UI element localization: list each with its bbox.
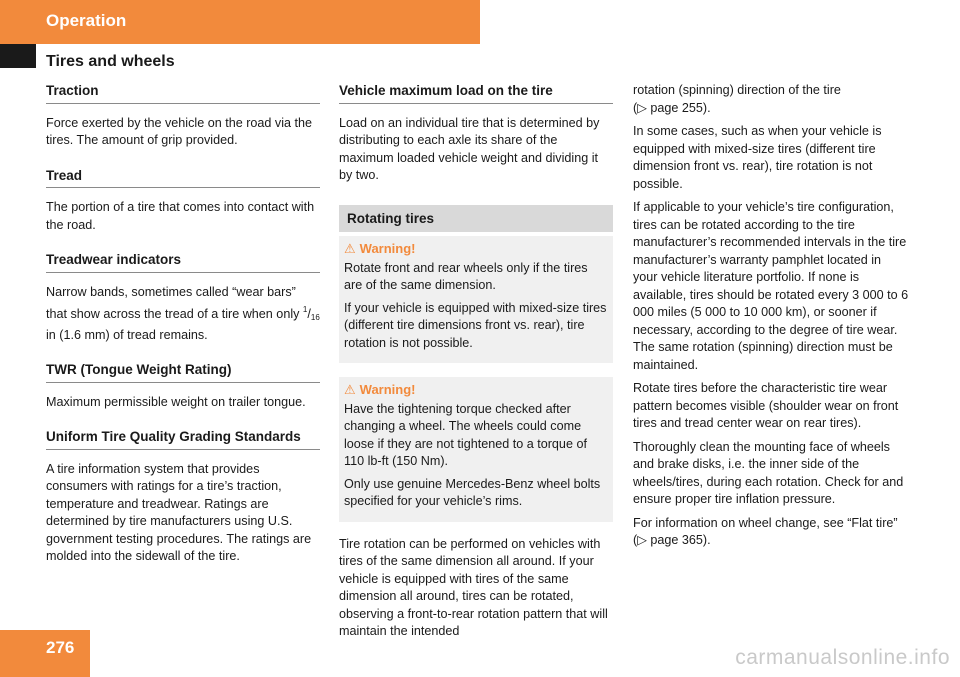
page-number: 276 — [46, 638, 75, 657]
chapter-title: Operation — [46, 11, 127, 30]
section-title: Tires and wheels — [46, 53, 175, 70]
page-reference-link[interactable]: (▷ page 365). — [633, 533, 711, 547]
fraction-denominator: 16 — [310, 313, 320, 322]
paragraph: Thoroughly clean the mounting face of wheels and brake disks, i.e. the inner side of the wheels/tires, during each rotation. Check for and ensure proper tire inflation pressure. — [633, 439, 904, 506]
paragraph: Rotate tires before the characteristic tire wear pattern becomes visible (shoulder wear on front tires and tread center wear on rear tires). — [633, 381, 899, 430]
paragraph-text: rotation (spinning) direction of the tire — [633, 83, 841, 97]
term-vml-text: Load on an individual tire that is determined by distributing to each axle its share of the maximum loaded vehicle weight and dividing it by two. — [339, 115, 600, 182]
term-traction-title: Traction — [46, 82, 320, 104]
rotation-paragraph: Tire rotation can be performed on vehicles with tires of the same dimension all around. If your vehicle is equipped with tires of the same dimension all around, tires can be rotated, observing a front-to-rear rotation pattern that will maintain the intended — [339, 536, 608, 638]
warning-text: Only use genuine Mercedes-Benz wheel bolts specified for your vehicle’s rims. — [344, 476, 601, 508]
fraction-numerator: 1 — [302, 305, 308, 314]
term-treadwear-text: Narrow bands, sometimes called “wear bars” that show across the tread of a tire when only $^1/_{16}$ in (1.6 mm) of tread remains. — [46, 284, 320, 342]
section-marker — [0, 44, 36, 68]
term-utqg-title: Uniform Tire Quality Grading Standards — [46, 428, 320, 450]
page-reference-link[interactable]: (▷ page 255). — [633, 100, 711, 115]
warning-text: Have the tightening torque checked after changing a wheel. The wheels could come loose if they are not tightened to a torque of 110 lb-ft (150 Nm). — [344, 401, 587, 468]
paragraph — [633, 82, 909, 117]
watermark: carmanualsonline.info — [735, 646, 950, 669]
warning-label: Warning! — [359, 382, 416, 397]
term-twr-title: TWR (Tongue Weight Rating) — [46, 361, 320, 383]
column-left — [46, 82, 320, 583]
warning-label: Warning! — [359, 241, 416, 256]
warning-text: Rotate front and rear wheels only if the tires are of the same dimension. — [344, 260, 588, 292]
paragraph: If applicable to your vehicle’s tire configuration, tires can be rotated according to the tire manufacturer’s recommended intervals in the tire manufacturer’s warranty pamphlet located in your vehicle literature portfolio. If none is available, tires should be rotated every 3 000 to 6 000 miles (5 000 to 10 000 km), or sooner if necessary, according to the degree of tire wear. The same rotation (spinning) direction must be maintained. — [633, 200, 909, 372]
term-tread-title: Tread — [46, 167, 320, 189]
term-utqg-text: A tire information system that provides consumers with ratings for a tire’s traction, temperature and treadwear. Ratings are determined by tire manufacturers using U.S. government testing procedures. The ratings are molded into the sidewall of the tire. — [46, 461, 312, 563]
warning-triangle-icon: ⚠ — [344, 382, 356, 397]
term-treadwear-title: Treadwear indicators — [46, 251, 320, 273]
warning-triangle-icon: ⚠ — [344, 241, 356, 256]
term-vml-title: Vehicle maximum load on the tire — [339, 82, 613, 104]
term-twr-text: Maximum permissible weight on trailer tongue. — [46, 394, 306, 409]
paragraph-text: For information on wheel change, see “Flat tire” — [633, 515, 898, 530]
treadwear-text-part-b: in (1.6 mm) of tread remains. — [46, 327, 208, 342]
column-right — [633, 82, 909, 556]
warning-box-rotation — [339, 236, 613, 363]
treadwear-text-part-a: Narrow bands, sometimes called “wear bars” that show across the tread of a tire when only — [46, 284, 303, 321]
warning-text: If your vehicle is equipped with mixed-size tires (different tire dimensions front vs. rear), tire rotation is not possible. — [344, 300, 607, 350]
term-traction-text: Force exerted by the vehicle on the road via the tires. The amount of grip provided. — [46, 115, 313, 147]
rotating-tires-heading: Rotating tires — [339, 205, 613, 233]
paragraph: In some cases, such as when your vehicle is equipped with mixed-size tires (different tire dimension front vs. rear), tire rotation is not possible. — [633, 124, 882, 191]
warning-box-torque — [339, 377, 613, 522]
paragraph — [633, 515, 909, 550]
term-tread-text: The portion of a tire that comes into contact with the road. — [46, 200, 315, 232]
column-middle — [339, 82, 613, 658]
page-number-box — [0, 630, 90, 677]
